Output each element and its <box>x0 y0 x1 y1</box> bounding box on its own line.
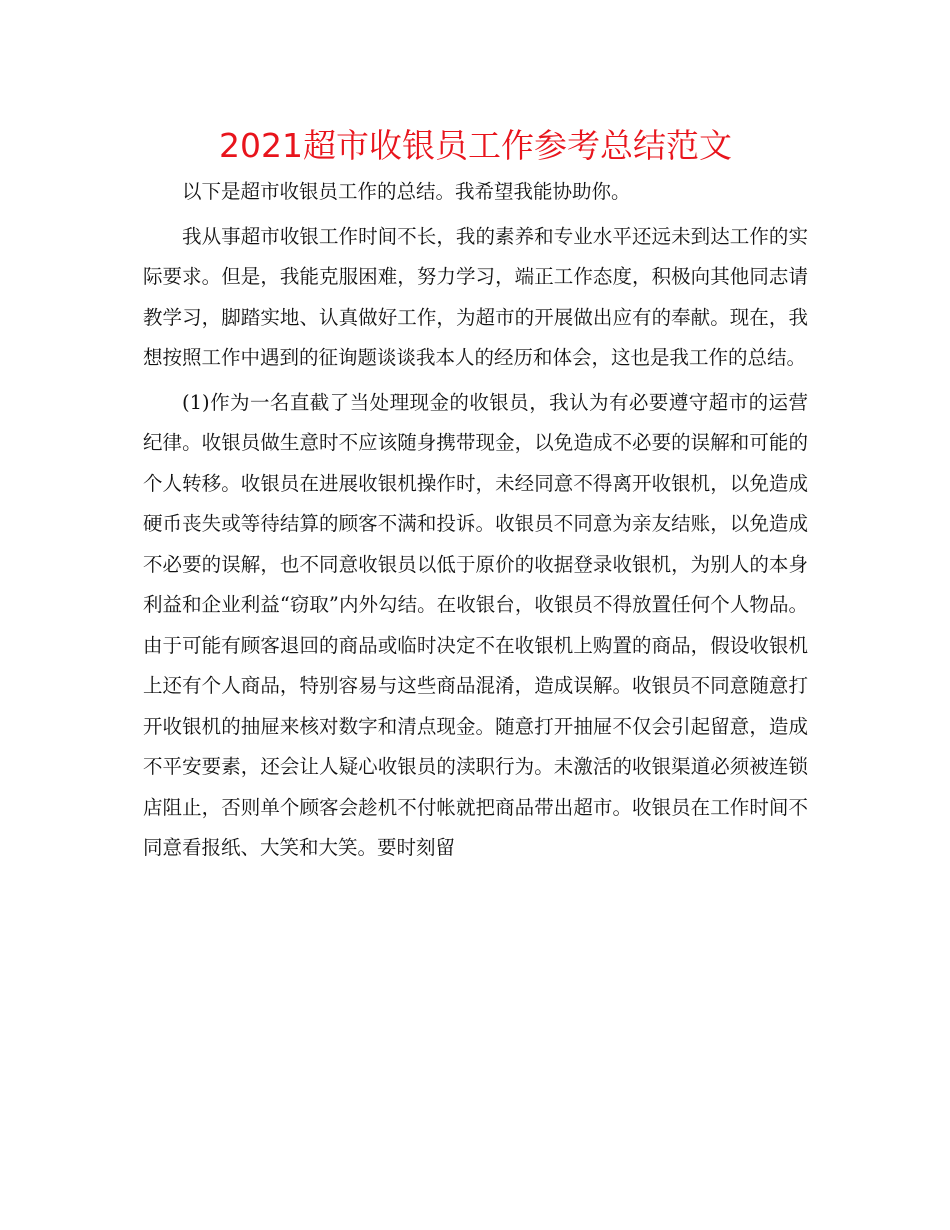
document-body <box>143 172 808 869</box>
paragraph-intro: 以下是超市收银员工作的总结。我希望我能协助你。 <box>182 180 631 203</box>
paragraph-experience: 我从事超市收银工作时间不长，我的素养和专业水平还远未到达工作的实际要求。但是，我能克服困难，努力学习，端正工作态度，积极向其他同志请教学习，脚踏实地、认真做好工作，为超市的开展做出应有的奉献。现在，我想按照工作中遇到的征询题谈谈我本人的经历和体会，这也是我工作的总结。 <box>143 224 808 369</box>
paragraph-discipline: (1)作为一名直截了当处理现金的收银员，我认为有必要遵守超市的运营纪律。收银员做生意时不应该随身携带现金，以免造成不必要的误解和可能的个人转移。收银员在进展收银机操作时，未经同意不得离开收银机，以免造成硬币丧失或等待结算的顾客不满和投诉。收银员不同意为亲友结账，以免造成不必要的误解，也不同意收银员以低于原价的收据登录收银机，为别人的本身利益和企业利益“窃取”内外勾结。在收银台，收银员不得放置任何个人物品。由于可能有顾客退回的商品或临时决定不在收银机上购置的商品，假设收银机上还有个人商品，特别容易与这些商品混淆，造成误解。收银员不同意随意打开收银机的抽屉来核对数字和清点现金。随意打开抽屉不仅会引起留意，造成不平安要素，还会让人疑心收银员的渎职行为。未激活的收银渠道必须被连锁店阻止，否则单个顾客会趁机不付帐就把商品带出超市。收银员在工作时间不同意看报纸、大笑和大笑。要时刻留 <box>143 390 808 859</box>
document-title: 2021超市收银员工作参考总结范文 <box>219 126 732 165</box>
